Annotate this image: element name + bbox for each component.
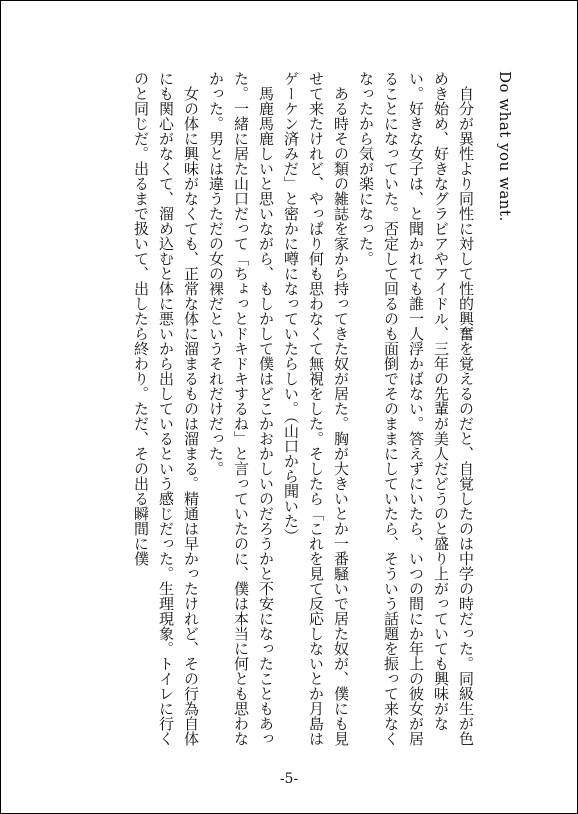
page-number: -5- bbox=[279, 771, 299, 787]
paragraph: 女の体に興味がなくても、正常な体に溜まるものは溜まる。精通は早かったけれど、その行為自体にも関心がなくて、溜め込むと体に悪いから出しているという感じだった。生理現象。トイレに行くのと同じだ。出るまで扱いて、出したら終わり。ただ、その出る瞬間に僕 bbox=[132, 71, 200, 746]
chapter-heading: Do what you want. bbox=[496, 71, 514, 222]
vertical-text-body bbox=[37, 71, 517, 751]
paragraph: ある時その類の雑誌を家から持ってきた奴が居た。胸が大きいとか一番騒いで居た奴が、僕にも見せて来たけれど、やっぱり何も思わなくて無視をした。そしたら「これを見て反応しないとか月島はゲーケン済みだ」と密かに噂になっていたらしい。（山口から聞いた） bbox=[282, 71, 350, 746]
paragraph: 馬鹿馬鹿しいと思いながら、もしかして僕はどこかおかしいのだろうかと不安になったこともあった。一緒に居た山口だって「ちょっとドキドキするね」と言っていたのに、僕は本当に何とも思わなかった。男とは違うただの女の裸だというそれだけだった。 bbox=[207, 71, 275, 746]
paragraph: 自分が異性より同性に対して性的興奮を覚えるのだと、自覚したのは中学の時だった。同級生が色めき始め、好きなグラビアやアイドル、三年の先輩が美人だどうのと盛り上がっていても興味がない。好きな女子は、と聞かれても誰一人浮かばない。答えずにいたら、いつの間にか年上の彼女が居ることになっていた。否定して回るのも面倒でそのままにしていたら、そういう話題を振って来なくなったから気が楽になった。 bbox=[357, 71, 475, 746]
